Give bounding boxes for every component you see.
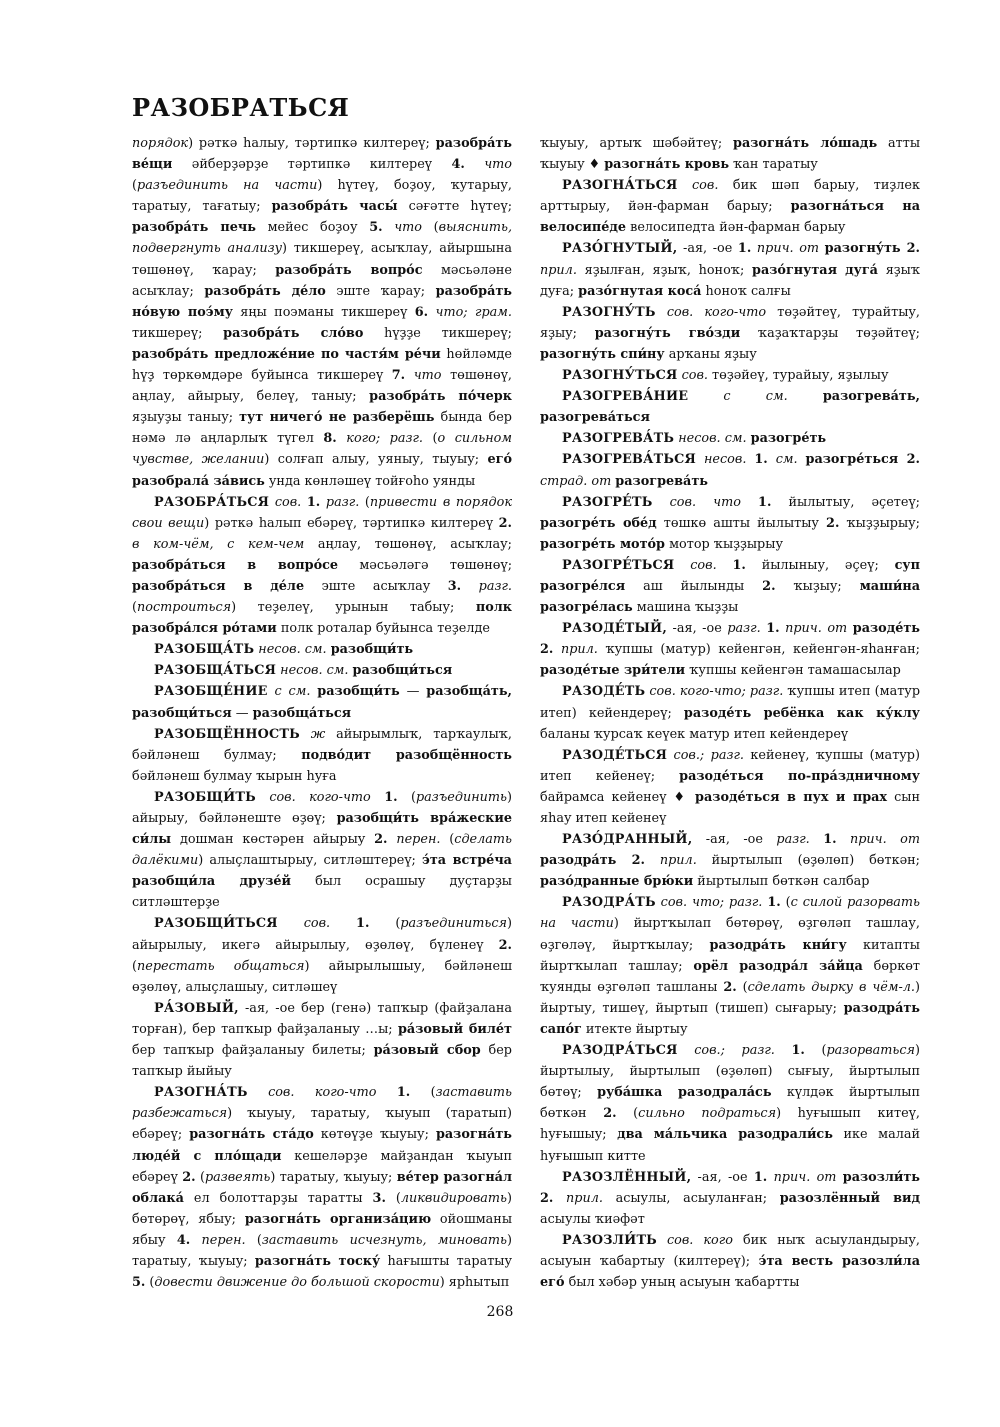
dictionary-entry: РАЗОБЩА́ТЬСЯ несов. см. разобщи́ться	[154, 663, 453, 679]
dictionary-entry: РАЗОЗЛИ́ТЬ сов. кого бик ныҡ асыуландырыу, асыуын ҡабартыу (килтереү); э́та весть разозли́ла его́ был хәбәр уның асыуын ҡабартты	[540, 1232, 920, 1291]
dictionary-entry: РАЗОБЩИ́ТЬСЯ сов. 1. (разъединиться) айырылыу, икегә айырылыу, өҙөлөү, бүленеү 2. (перестать общаться) айырылышыу, бәйләнеш өҙөлөү, алыҫлашыу, ситләшеү	[132, 916, 513, 995]
dictionary-entry: РАЗОДРА́ТЬ сов. что; разг. 1. (с силой разорвать на части) йыртҡылап бөтөрөү, өҙгөләп ташлау, өҙгөләү, йыртҡылау; разодра́ть кни́гу китапты йыртҡылап ташлау; орёл разодра́л за́йца бөркөт ҡуянды өҙгөләп ташланы 2. (сделать дырку в чём-л.) йыртыу, тишеү, йыртып (тишеп) сығарыу; разодра́ть сапо́г итекте йыртыу	[540, 895, 920, 1037]
dictionary-entry: РАЗО́ДРАННЫЙ, -ая, -ое разг. 1. прич. от разодра́ть 2. прил. йыртылып (өҙөлөп) бөткән; разо́дранные брю́ки йыртылып бөткән салбар	[540, 832, 920, 890]
dictionary-entry: РАЗОБРА́ТЬСЯ сов. 1. разг. (привести в порядок свои вещи) рәткә һалып ебәреү, тәртипкә килтереү 2. в ком-чём, с кем-чем аңлау, төшөнөү, асыҡлау; разобра́ться в вопро́се мәсьәләгә төшөнөү; разобра́ться в де́ле эште асыҡлау 3. разг. (построиться) теҙелеү, урынын табыу; полк разобра́лся ро́тами полк роталар буйынса теҙелде	[132, 494, 513, 637]
dictionary-entry: РАЗОГРЕ́ТЬСЯ сов. 1. йылыныу, әҫеү; суп разогре́лся аш йылынды 2. ҡыҙыу; маши́на разогре́лась машина ҡыҙҙы	[540, 557, 920, 616]
dictionary-entry: РАЗОБЩЕ́НИЕ с см. разобщи́ть — разобща́ть, разобщи́ться — разобща́ться	[132, 684, 512, 721]
running-head: РАЗОБРАТЬСЯ	[132, 93, 350, 122]
dictionary-entry: РАЗОГНУ́ТЬСЯ сов. төҙәйеү, турайыу, яҙылыу	[562, 368, 889, 384]
dictionary-entry: РАЗОГРЕВА́ТЬСЯ несов. 1. см. разогре́ться 2. страд. от разогрева́ть	[540, 452, 920, 489]
dictionary-entry: РАЗОБЩЁННОСТЬ ж айырымлыҡ, тарҡаулыҡ, бәйләнеш булмау; подво́дит разобщённость бәйләнеш булмау ҡырын һуға	[132, 726, 512, 784]
dictionary-entry: РАЗОДЕ́ТЬ сов. кого-что; разг. ҡупшы итеп (матур итеп) кейендереү; разоде́ть ребёнка как ку́клу баланы ҡурсаҡ кеүек матур итеп кейендереү	[540, 684, 921, 742]
dictionary-entry: порядок) рәткә һалыу, тәртипкә килтереү; разобра́ть ве́щи әйберҙәрҙе тәртипкә килтереү 4. что (разъединить на части) һүтеү, боҙоу, ҡутарыу, таратыу, тағатыу; разобра́ть часы́ сәғәтте һүтеү; разобра́ть печь мейес боҙоу 5. что (выяснить, подвергнуть анализу) тикшереү, асыҡлау, айыршына төшөнөү, ҡарау; разобра́ть вопро́с мәсьәләне асыҡлау; разобра́ть де́ло эште ҡарау; разобра́ть но́вую поэ́му яңы поэманы тикшереү 6. что; грам. тикшереү; разобра́ть сло́во һүҙҙе тикшереү; разобра́ть предложе́ние по частя́м ре́чи һөйләмде һүҙ төркөмдәре буйынса тикшереү 7. что төшөнөү, аңлау, айырыу, белеү, таныу; разобра́ть по́черк яҙыуҙы таныу; тут ничего́ не разберёшь бында бер нәмә лә аңларлыҡ түгел 8. кого; разг. (о сильном чувстве, желании) солғап алыу, уяныу, тыуыу; его́ разобрала́ за́вись унда көнләшеү тойғоһо уянды	[132, 136, 513, 489]
dictionary-entry: РАЗОГРЕВА́НИЕ с см. разогрева́ть, разогрева́ться	[540, 389, 920, 426]
dictionary-entry: РА́ЗОВЫЙ, -ая, -ое бер (генә) тапҡыр (файҙалана торған), бер тапҡыр файҙаланыу …ы; ра́зовый биле́т бер тапҡыр файҙаланыу билеты; ра́зовый сбор бер тапҡыр йыйыу	[132, 1000, 512, 1080]
dictionary-entry: РАЗОГРЕВА́ТЬ несов. см. разогре́ть	[562, 431, 827, 447]
dictionary-entry: РАЗОБЩИ́ТЬ сов. кого-что 1. (разъединить) айырыу, бәйләнеште өҙөү; разобщи́ть вра́жеские си́лы дошман көстәрен айырыу 2. перен. (сделать далёкими) алыҫлаштырыу, ситләштереү; э́та встре́ча разобщи́ла друзе́й был осрашыу дуҫтарҙы ситләштерҙе	[132, 789, 513, 911]
dictionary-entry: РАЗОЗЛЁННЫЙ, -ая, -ое 1. прич. от разозли́ть 2. прил. асыулы, асыуланған; разозлённый вид асыулы ҡиәфәт	[540, 1169, 920, 1227]
dictionary-entry: РАЗОГНУ́ТЬ сов. кого-что төҙәйтеү, турайтыу, яҙыу; разогну́ть гво́зди ҡаҙаҡтарҙы төҙәйтеү; разогну́ть спи́ну арҡаны яҙыу	[540, 304, 920, 362]
dictionary-entry: РАЗОДРА́ТЬСЯ сов.; разг. 1. (разорваться) йыртылыу, йыртылып (өҙөлөп) сығыу, йыртылып бөтөү; руба́шка разодрала́сь күлдәк йыртылып бөткән 2. (сильно подраться) һуғышып китеү, һуғышыу; два ма́льчика разодрали́сь ике малай һуғышып китте	[540, 1043, 921, 1164]
dictionary-entry: РАЗОДЕ́ТЫЙ, -ая, -ое разг. 1. прич. от разоде́ть 2. прил. ҡупшы (матур) кейенгән, кейенгән-яһанған; разоде́тые зри́тели ҡупшы кейенгән тамашасылар	[540, 621, 920, 679]
page-number: 268	[486, 1304, 514, 1320]
dictionary-entry: ҡыуыу, артыҡ шәбәйтеү; разогна́ть ло́шадь атты ҡыуыу ♦ разогна́ть кровь ҡан таратыу	[540, 136, 920, 173]
left-column	[132, 133, 512, 1293]
dictionary-entry: РАЗОГНА́ТЬ сов. кого-что 1. (заставить разбежаться) ҡыуыу, таратыу, ҡыуып (таратып) ебәреү; разогна́ть ста́до көтөүҙе ҡыуыу; разогна́ть люде́й с пло́щади кешеләрҙе майҙандан ҡыуып ебәреү 2. (развеять) таратыу, ҡыуыу; ве́тер разогна́л облака́ ел болоттарҙы таратты 3. (ликвидировать) бөтөрөү, ябыу; разогна́ть организа́цию ойошманы ябыу 4. перен. (заставить исчезнуть, миновать) таратыу, ҡыуыу; разогна́ть тоску́ һағышты таратыу 5. (довести движение до большой скорости) ярһытып	[132, 1085, 513, 1291]
dictionary-entry: РАЗОГРЕ́ТЬ сов. что 1. йылытыу, әҫетеү; разогре́ть обе́д төшкө ашты йылытыу 2. ҡыҙҙырыу; разогре́ть мото́р мотор ҡыҙҙырыу	[540, 494, 920, 552]
dictionary-entry: РАЗОДЕ́ТЬСЯ сов.; разг. кейенеү, ҡупшы (матур) итеп кейенеү; разоде́ться по-пра́здничному байрамса кейенеү ♦ разоде́ться в пух и прах сын яһау итеп кейенеү	[540, 747, 921, 826]
dictionary-entry: РАЗОГНА́ТЬСЯ сов. бик шәп барыу, тиҙлек арттырыу, йән-фарман барыу; разогна́ться на велосипе́де велосипедта йән-фарман барыу	[540, 178, 920, 236]
right-column	[540, 133, 920, 1293]
dictionary-entry: РАЗО́ГНУТЫЙ, -ая, -ое 1. прич. от разогну́ть 2. прил. яҙылған, яҙыҡ, һоноҡ; разо́гнутая дуга́ яҙыҡ дуға; разо́гнутая коса́ һоноҡ салғы	[540, 241, 921, 299]
dictionary-entry: РАЗОБЩА́ТЬ несов. см. разобщи́ть	[154, 642, 414, 658]
